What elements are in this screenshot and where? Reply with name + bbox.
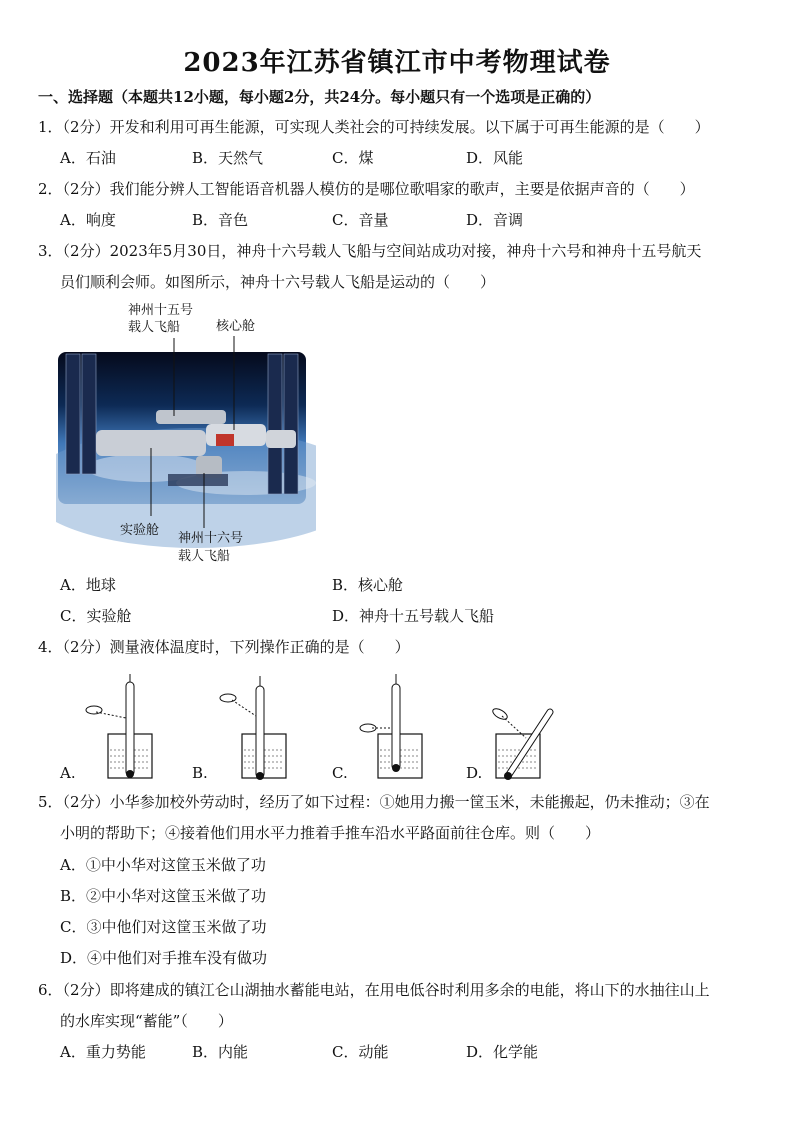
q6-option-a: A．重力势能 [60, 1043, 146, 1061]
label-shenzhou16-line1: 神州十六号 [178, 531, 244, 546]
q6-option-c: C．动能 [332, 1043, 389, 1061]
label-lab-module: 实验舱 [120, 523, 160, 538]
q1-option-d: D．风能 [466, 149, 524, 167]
q6-option-b: B．内能 [192, 1043, 249, 1061]
question-2-stem: 2．（2分）我们能分辨人工智能语音机器人模仿的是哪位歌唱家的歌声，主要是依据声音的（ ） [38, 180, 695, 198]
question-3-stem-line1: 3．（2分）2023年5月30日，神舟十六号载人飞船与空间站成功对接，神舟十六号和神舟十五号航天 [38, 242, 702, 260]
q5-option-c: C．③中他们对这筐玉米做了功 [60, 918, 267, 936]
q3-option-b: B．核心舱 [332, 576, 404, 594]
question-1-stem: 1．（2分）开发和利用可再生能源，可实现人类社会的可持续发展。以下属于可再生能源的是（ ） [38, 118, 710, 136]
question-5-stem-line1: 5．（2分）小华参加校外劳动时，经历了如下过程：①她用力搬一筐玉米，未能搬起，仍未推动；③在 [38, 793, 710, 811]
page-title: 2023年江苏省镇江市中考物理试卷 [183, 48, 611, 78]
label-shenzhou16-line2: 载人飞船 [178, 549, 231, 564]
q2-option-a: A．响度 [60, 211, 116, 229]
q3-option-c: C．实验舱 [60, 607, 132, 625]
q4-option-d: D. [466, 764, 483, 782]
q3-option-a: A．地球 [60, 576, 116, 594]
q4-option-a: A. [60, 764, 76, 782]
label-shenzhou15-line1: 神州十五号 [128, 303, 194, 318]
q2-option-d: D．音调 [466, 211, 524, 229]
q2-option-b: B．音色 [192, 211, 249, 229]
q6-option-d: D．化学能 [466, 1043, 539, 1061]
figure-b [220, 676, 286, 780]
label-shenzhou15-line2: 载人飞船 [128, 320, 181, 335]
question-5-stem-line2: 小明的帮助下；④接着他们用水平力推着手推车沿水平路面前往仓库。则（ ） [60, 824, 601, 842]
q2-option-c: C．音量 [332, 211, 389, 229]
q5-option-a: A．①中小华对这筐玉米做了功 [60, 856, 266, 874]
thermometer-figures [56, 672, 576, 784]
label-core-module: 核心舱 [216, 319, 256, 334]
q4-option-c: C. [332, 764, 348, 782]
question-6-stem-line2: 的水库实现“蓄能”（ ） [60, 1012, 233, 1030]
figure-d [491, 707, 550, 780]
q5-option-d: D．④中他们对手推车没有做功 [60, 949, 268, 967]
figure-c [360, 674, 422, 778]
figure-a [86, 674, 152, 778]
q4-option-b: B. [192, 764, 208, 782]
question-6-stem-line1: 6．（2分）即将建成的镇江仑山湖抽水蓄能电站，在用电低谷时利用多余的电能，将山下的水抽往山上 [38, 981, 710, 999]
question-4-stem: 4．（2分）测量液体温度时，下列操作正确的是（ ） [38, 638, 410, 656]
section-heading: 一、选择题（本题共12小题，每小题2分，共24分。每小题只有一个选项是正确的） [38, 88, 601, 106]
q3-option-d: D．神舟十五号载人飞船 [332, 607, 495, 625]
q5-option-b: B．②中小华对这筐玉米做了功 [60, 887, 267, 905]
q1-option-a: A．石油 [60, 149, 116, 167]
question-3-stem-line2: 员们顺利会师。如图所示，神舟十六号载人飞船是运动的（ ） [60, 273, 496, 291]
q1-option-c: C．煤 [332, 149, 374, 167]
space-station-figure [56, 298, 316, 568]
q1-option-b: B．天然气 [192, 149, 264, 167]
